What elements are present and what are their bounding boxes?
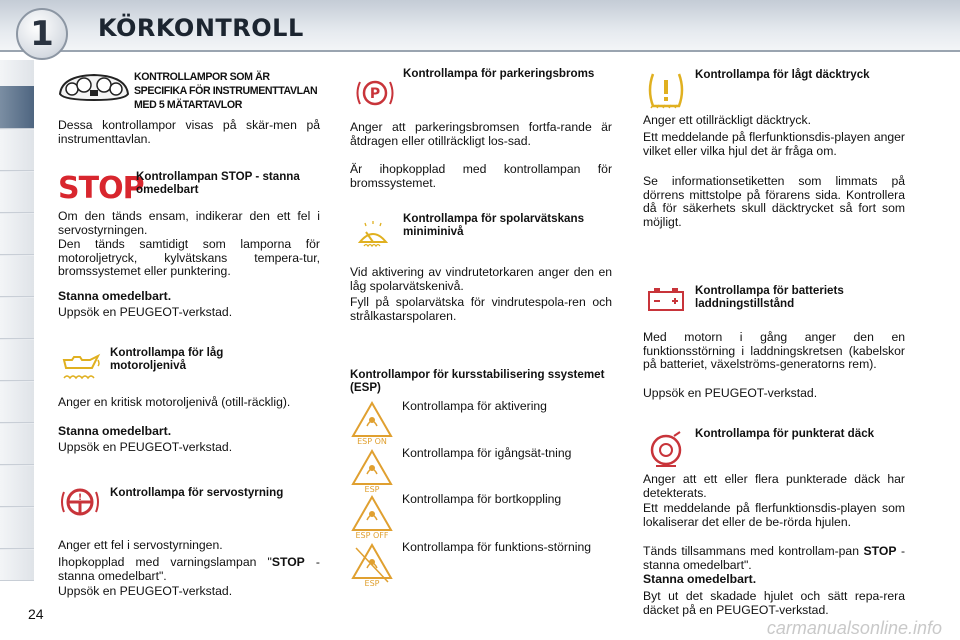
puncture-bold-text: Stanna omedelbart. — [643, 572, 757, 586]
puncture-heading: Kontrollampa för punkterat däck — [695, 427, 875, 440]
side-tab-5[interactable] — [0, 214, 34, 255]
esp-item-text: Kontrollampa för bortkoppling — [402, 492, 562, 506]
steering-text-3: Uppsök en PEUGEOT-verkstad. — [58, 584, 233, 598]
esp-item-text: Kontrollampa för igångsät-tning — [402, 446, 572, 460]
side-tab-9[interactable] — [0, 382, 34, 423]
side-tab-6[interactable] — [0, 256, 34, 297]
parking-brake-heading: Kontrollampa för parkeringsbroms — [403, 67, 595, 80]
oil-bold-text: Stanna omedelbart. — [58, 424, 172, 438]
side-tab-3[interactable] — [0, 130, 34, 171]
header-divider — [0, 50, 960, 52]
side-tab-7[interactable] — [0, 298, 34, 339]
steering-heading: Kontrollampa för servostyrning — [110, 486, 284, 499]
stop-heading: Kontrollampan STOP - stanna omedelbart — [136, 170, 300, 196]
low-tyre-heading: Kontrollampa för lågt däcktryck — [695, 68, 870, 81]
parking-brake-text-1: Anger att parkeringsbromsen fortfa-rande är åtdragen eller otillräckligt los-sad. — [350, 120, 612, 148]
esp-heading: Kontrollampor för kursstabilisering ssystemet (ESP) — [350, 368, 605, 394]
side-tab-11[interactable] — [0, 466, 34, 507]
stop-bold-text: Stanna omedelbart. — [58, 289, 172, 303]
steering-text-2: Ihopkopplad med varningslampan "STOP - stanna omedelbart". — [58, 555, 320, 583]
instrument-cluster-icon — [58, 72, 130, 102]
punctured-tyre-icon — [646, 430, 686, 468]
low-tyre-pressure-icon — [645, 70, 687, 110]
oil-can-icon — [60, 348, 102, 384]
puncture-text-2: Ett meddelande på flerfunktionsdis-playen som lokaliserar det eller de be-rörda hjulen. — [643, 501, 905, 529]
cluster-section-heading: KONTROLLAMPOR SOM ÄR SPECIFIKA FÖR INSTRUMENTTAVLAN MED 5 MÄTARTAVLOR — [134, 71, 318, 111]
svg-text:ESP OFF: ESP OFF — [355, 531, 389, 540]
side-tab-active[interactable] — [0, 86, 34, 129]
puncture-text-3: Tänds tillsammans med kontrollam-pan STOP - stanna omedelbart". — [643, 544, 905, 572]
side-tab-10[interactable] — [0, 424, 34, 465]
low-tyre-text-2: Ett meddelande på flerfunktionsdis-playen anger vilket eller vilka hjul det är fråga om. — [643, 130, 905, 158]
footer-watermark: carmanualsonline.info — [766, 618, 942, 638]
page-number: 24 — [28, 606, 44, 622]
oil-text-2: Uppsök en PEUGEOT-verkstad. — [58, 440, 233, 454]
side-tab-13[interactable] — [0, 550, 34, 581]
esp-fault-icon — [350, 542, 394, 588]
parking-brake-text-2: Är ihopkopplad med kontrollampan för bromssystemet. — [350, 162, 612, 190]
side-tab-8[interactable] — [0, 340, 34, 381]
svg-text:P: P — [369, 86, 381, 102]
chapter-title: KÖRKONTROLL — [98, 14, 304, 42]
low-tyre-text-3: Se informationsetiketten som limmats på dörrens mittstolpe på förarens sida. Kontrollera då för säkerhets skull däcktrycket så fort som möjligt. — [643, 174, 905, 229]
oil-heading: Kontrollampa för låg motoroljenivå — [110, 346, 224, 372]
battery-icon — [646, 286, 686, 314]
battery-heading: Kontrollampa för batteriets laddningstillstånd — [695, 284, 844, 310]
low-tyre-text-1: Anger ett otillräckligt däcktryck. — [643, 113, 811, 127]
svg-text:ESP: ESP — [364, 579, 380, 588]
svg-text:!: ! — [77, 493, 83, 503]
side-tab-4[interactable] — [0, 172, 34, 213]
side-tab-12[interactable] — [0, 508, 34, 549]
stop-text-3: Uppsök en PEUGEOT-verkstad. — [58, 305, 233, 319]
washer-text-2: Fyll på spolarvätska för vindrutespola-ren och strålkastarspolaren. — [350, 295, 612, 323]
washer-fluid-icon — [356, 220, 390, 250]
cluster-intro-text: Dessa kontrollampor visas på skär-men på instrumenttavlan. — [58, 118, 320, 146]
stop-warning-icon: STOP — [58, 171, 144, 206]
steering-text-1: Anger ett fel i servostyrningen. — [58, 538, 223, 552]
svg-text:ESP ON: ESP ON — [357, 437, 387, 446]
puncture-text-1: Anger att ett eller flera punkterade däck har detekterats. — [643, 472, 905, 500]
battery-text-1: Med motorn i gång anger den en funktionsstörning i laddningskretsen (kabelskor på batteriet, växelströms-generatorns rem). — [643, 330, 905, 371]
washer-heading: Kontrollampa för spolarvätskans miniminivå — [403, 212, 585, 238]
esp-off-icon — [350, 494, 394, 540]
esp-on-icon — [350, 400, 394, 446]
esp-item-text: Kontrollampa för aktivering — [402, 399, 547, 413]
chapter-number-badge: 1 — [16, 8, 68, 60]
stop-text-2: Den tänds samtidigt som lamporna för motoroljetryck, kylvätskans tempera-tur, bromssystemet eller punktering. — [58, 237, 320, 278]
steering-wheel-warning-icon — [60, 484, 100, 520]
esp-item-text: Kontrollampa för funktions-störning — [402, 540, 592, 554]
washer-text-1: Vid aktivering av vindrutetorkaren anger den en låg spolarvätskenivå. — [350, 265, 612, 293]
oil-text-1: Anger en kritisk motoroljenivå (otill-räcklig). — [58, 395, 291, 409]
stop-text-1: Om den tänds ensam, indikerar den ett fel i servostyrningen. — [58, 209, 320, 237]
esp-startup-icon — [350, 448, 394, 494]
svg-text:ESP: ESP — [364, 485, 380, 494]
puncture-text-4: Byt ut det skadade hjulet och sätt repa-rera däcket på en PEUGEOT-verkstad. — [643, 589, 905, 617]
parking-brake-icon — [355, 76, 395, 110]
battery-text-2: Uppsök en PEUGEOT-verkstad. — [643, 386, 818, 400]
